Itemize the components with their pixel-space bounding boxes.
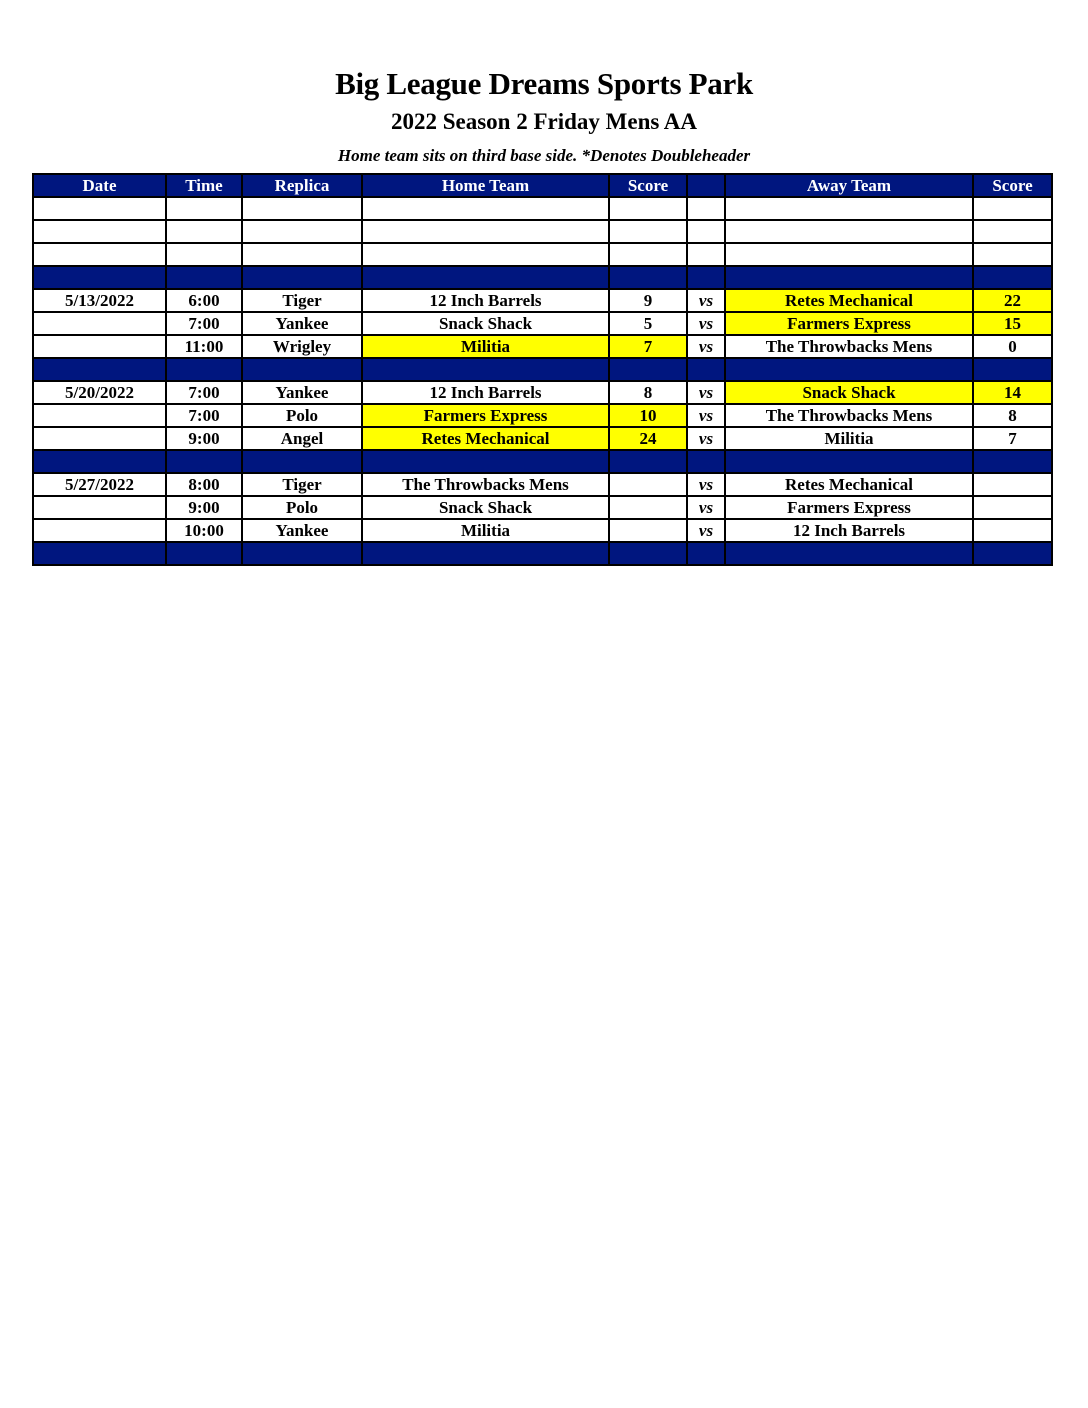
schedule-table bbox=[32, 173, 1053, 566]
away-team-cell: The Throwbacks Mens bbox=[725, 335, 973, 358]
vs-cell: vs bbox=[687, 335, 725, 358]
home-team-cell bbox=[362, 450, 609, 473]
time-cell bbox=[166, 220, 242, 243]
home-team-cell bbox=[362, 266, 609, 289]
time-cell bbox=[166, 266, 242, 289]
blank-row bbox=[33, 220, 1052, 243]
home-score-cell bbox=[609, 519, 687, 542]
col-header-away-score: Score bbox=[973, 174, 1052, 197]
time-cell: 9:00 bbox=[166, 427, 242, 450]
away-score-cell: 22 bbox=[973, 289, 1052, 312]
date-cell bbox=[33, 312, 166, 335]
col-header-home-score: Score bbox=[609, 174, 687, 197]
home-team-cell bbox=[362, 197, 609, 220]
away-score-cell bbox=[973, 496, 1052, 519]
away-score-cell: 0 bbox=[973, 335, 1052, 358]
replica-cell bbox=[242, 542, 362, 565]
away-score-cell bbox=[973, 220, 1052, 243]
game-row bbox=[33, 519, 1052, 542]
date-cell bbox=[33, 266, 166, 289]
time-cell bbox=[166, 197, 242, 220]
vs-cell: vs bbox=[687, 381, 725, 404]
vs-cell: vs bbox=[687, 473, 725, 496]
away-score-cell bbox=[973, 243, 1052, 266]
home-team-cell: Militia bbox=[362, 335, 609, 358]
away-team-cell: Farmers Express bbox=[725, 312, 973, 335]
home-team-cell: Snack Shack bbox=[362, 312, 609, 335]
replica-cell: Yankee bbox=[242, 381, 362, 404]
col-header-replica: Replica bbox=[242, 174, 362, 197]
replica-cell: Yankee bbox=[242, 312, 362, 335]
col-header-vs bbox=[687, 174, 725, 197]
game-row bbox=[33, 335, 1052, 358]
time-cell bbox=[166, 243, 242, 266]
home-team-cell: 12 Inch Barrels bbox=[362, 381, 609, 404]
away-score-cell bbox=[973, 266, 1052, 289]
away-score-cell bbox=[973, 450, 1052, 473]
vs-cell bbox=[687, 197, 725, 220]
date-cell: 5/13/2022 bbox=[33, 289, 166, 312]
home-score-cell: 24 bbox=[609, 427, 687, 450]
away-team-cell: Retes Mechanical bbox=[725, 289, 973, 312]
blank-row bbox=[33, 243, 1052, 266]
away-team-cell bbox=[725, 358, 973, 381]
away-score-cell bbox=[973, 542, 1052, 565]
time-cell bbox=[166, 358, 242, 381]
game-row bbox=[33, 404, 1052, 427]
replica-cell: Tiger bbox=[242, 289, 362, 312]
home-team-cell bbox=[362, 220, 609, 243]
time-cell: 7:00 bbox=[166, 312, 242, 335]
away-score-cell: 8 bbox=[973, 404, 1052, 427]
date-cell bbox=[33, 427, 166, 450]
time-cell: 7:00 bbox=[166, 404, 242, 427]
col-header-away-team: Away Team bbox=[725, 174, 973, 197]
home-score-cell: 7 bbox=[609, 335, 687, 358]
game-row bbox=[33, 289, 1052, 312]
vs-cell bbox=[687, 220, 725, 243]
vs-cell bbox=[687, 243, 725, 266]
home-team-cell: The Throwbacks Mens bbox=[362, 473, 609, 496]
home-score-cell: 10 bbox=[609, 404, 687, 427]
col-header-date: Date bbox=[33, 174, 166, 197]
game-row bbox=[33, 381, 1052, 404]
replica-cell: Polo bbox=[242, 496, 362, 519]
time-cell: 6:00 bbox=[166, 289, 242, 312]
away-team-cell bbox=[725, 220, 973, 243]
date-cell bbox=[33, 358, 166, 381]
replica-cell bbox=[242, 220, 362, 243]
home-score-cell bbox=[609, 450, 687, 473]
replica-cell bbox=[242, 197, 362, 220]
away-score-cell: 15 bbox=[973, 312, 1052, 335]
home-team-cell: Snack Shack bbox=[362, 496, 609, 519]
away-score-cell bbox=[973, 358, 1052, 381]
home-score-cell bbox=[609, 266, 687, 289]
away-team-cell: Farmers Express bbox=[725, 496, 973, 519]
date-cell: 5/20/2022 bbox=[33, 381, 166, 404]
home-team-cell: Militia bbox=[362, 519, 609, 542]
home-team-cell bbox=[362, 542, 609, 565]
vs-cell bbox=[687, 542, 725, 565]
vs-cell bbox=[687, 358, 725, 381]
separator-row bbox=[33, 266, 1052, 289]
away-team-cell bbox=[725, 266, 973, 289]
home-team-cell: Retes Mechanical bbox=[362, 427, 609, 450]
home-score-cell: 9 bbox=[609, 289, 687, 312]
away-score-cell bbox=[973, 519, 1052, 542]
replica-cell: Tiger bbox=[242, 473, 362, 496]
away-team-cell bbox=[725, 243, 973, 266]
blank-row bbox=[33, 197, 1052, 220]
away-team-cell bbox=[725, 542, 973, 565]
vs-cell: vs bbox=[687, 312, 725, 335]
separator-row bbox=[33, 450, 1052, 473]
home-score-cell bbox=[609, 220, 687, 243]
vs-cell: vs bbox=[687, 404, 725, 427]
table-header-row bbox=[33, 174, 1052, 197]
separator-row bbox=[33, 542, 1052, 565]
replica-cell bbox=[242, 358, 362, 381]
vs-cell: vs bbox=[687, 496, 725, 519]
time-cell: 7:00 bbox=[166, 381, 242, 404]
separator-row bbox=[33, 358, 1052, 381]
date-cell bbox=[33, 335, 166, 358]
vs-cell: vs bbox=[687, 519, 725, 542]
replica-cell bbox=[242, 450, 362, 473]
col-header-time: Time bbox=[166, 174, 242, 197]
away-team-cell: Militia bbox=[725, 427, 973, 450]
home-score-cell bbox=[609, 496, 687, 519]
game-row bbox=[33, 312, 1052, 335]
date-cell bbox=[33, 496, 166, 519]
replica-cell: Angel bbox=[242, 427, 362, 450]
page-title: Big League Dreams Sports Park bbox=[335, 66, 753, 101]
home-score-cell bbox=[609, 542, 687, 565]
time-cell: 9:00 bbox=[166, 496, 242, 519]
home-score-cell bbox=[609, 243, 687, 266]
away-team-cell bbox=[725, 197, 973, 220]
home-score-cell bbox=[609, 473, 687, 496]
replica-cell bbox=[242, 266, 362, 289]
time-cell: 11:00 bbox=[166, 335, 242, 358]
home-team-cell: Farmers Express bbox=[362, 404, 609, 427]
away-team-cell: Snack Shack bbox=[725, 381, 973, 404]
away-team-cell: Retes Mechanical bbox=[725, 473, 973, 496]
time-cell bbox=[166, 450, 242, 473]
col-header-home-team: Home Team bbox=[362, 174, 609, 197]
away-score-cell: 14 bbox=[973, 381, 1052, 404]
away-team-cell: 12 Inch Barrels bbox=[725, 519, 973, 542]
away-score-cell bbox=[973, 197, 1052, 220]
replica-cell bbox=[242, 243, 362, 266]
date-cell: 5/27/2022 bbox=[33, 473, 166, 496]
date-cell bbox=[33, 404, 166, 427]
date-cell bbox=[33, 542, 166, 565]
home-score-cell bbox=[609, 197, 687, 220]
away-team-cell: The Throwbacks Mens bbox=[725, 404, 973, 427]
page-subtitle: 2022 Season 2 Friday Mens AA bbox=[390, 109, 698, 134]
date-cell bbox=[33, 519, 166, 542]
home-team-cell bbox=[362, 243, 609, 266]
vs-cell: vs bbox=[687, 427, 725, 450]
game-row bbox=[33, 473, 1052, 496]
date-cell bbox=[33, 450, 166, 473]
home-team-cell bbox=[362, 358, 609, 381]
date-cell bbox=[33, 243, 166, 266]
away-score-cell: 7 bbox=[973, 427, 1052, 450]
time-cell: 8:00 bbox=[166, 473, 242, 496]
game-row bbox=[33, 427, 1052, 450]
date-cell bbox=[33, 220, 166, 243]
home-team-cell: 12 Inch Barrels bbox=[362, 289, 609, 312]
home-score-cell bbox=[609, 358, 687, 381]
away-score-cell bbox=[973, 473, 1052, 496]
home-score-cell: 5 bbox=[609, 312, 687, 335]
vs-cell bbox=[687, 266, 725, 289]
replica-cell: Polo bbox=[242, 404, 362, 427]
time-cell: 10:00 bbox=[166, 519, 242, 542]
vs-cell bbox=[687, 450, 725, 473]
replica-cell: Yankee bbox=[242, 519, 362, 542]
date-cell bbox=[33, 197, 166, 220]
away-team-cell bbox=[725, 450, 973, 473]
game-row bbox=[33, 496, 1052, 519]
time-cell bbox=[166, 542, 242, 565]
home-score-cell: 8 bbox=[609, 381, 687, 404]
page-note: Home team sits on third base side. *Denotes Doubleheader bbox=[337, 146, 751, 165]
replica-cell: Wrigley bbox=[242, 335, 362, 358]
vs-cell: vs bbox=[687, 289, 725, 312]
schedule-body bbox=[33, 197, 1052, 565]
